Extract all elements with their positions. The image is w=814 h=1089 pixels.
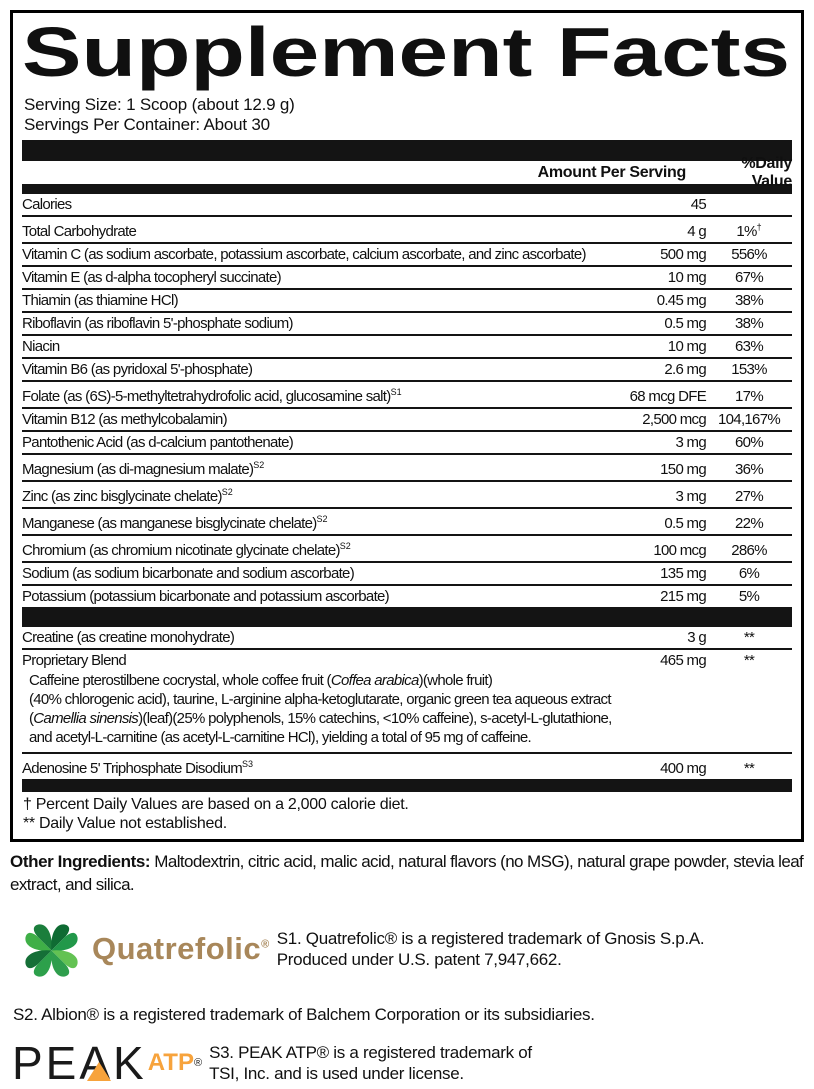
albion-note: S2. Albion® is a registered trademark of Balchem Corporation or its subsidiaries. <box>13 1005 595 1024</box>
amount-value: 2.6 mg <box>664 361 706 378</box>
footnote-line: ** Daily Value not established. <box>23 815 227 832</box>
table-row <box>22 453 792 480</box>
amount-value: 150 mg <box>660 461 706 478</box>
svg-text:Supplement Facts: Supplement Facts <box>22 19 790 91</box>
quatrefolic-note: S1. Quatrefolic® is a registered trademark of Gnosis S.p.A. Produced under U.S. patent 7,947,662. <box>276 929 705 969</box>
divider-bar <box>22 607 792 627</box>
table-row <box>22 288 792 311</box>
table-row <box>22 380 792 407</box>
daily-value: 38% <box>735 315 763 332</box>
daily-value: 556% <box>731 246 767 263</box>
nutrient-name: Folate (as (6S)-5-methyltetrahydrofolic acid, glucosamine salt)$^{S1}$ <box>22 387 402 405</box>
daily-value: ** <box>743 629 755 646</box>
table-row <box>22 534 792 561</box>
other-ingredients <box>10 850 806 896</box>
amount-value: 4 g <box>687 223 706 240</box>
nutrient-name: Pantothenic Acid (as d-calcium pantothenate) <box>22 434 294 451</box>
nutrient-name: Potassium (potassium bicarbonate and potassium ascorbate) <box>22 588 389 605</box>
daily-value: 1%† <box>736 222 762 240</box>
column-headers <box>22 154 792 190</box>
amount-value: 10 mg <box>667 338 706 355</box>
amount-value: 100 mcg <box>653 542 706 559</box>
table-row <box>22 215 792 242</box>
table-row <box>22 194 792 215</box>
table-row <box>22 311 792 334</box>
daily-value: 27% <box>735 488 763 505</box>
table-row <box>22 627 792 648</box>
nutrient-name: Adenosine 5' Triphosphate Disodium$^{S3}$ <box>22 759 254 777</box>
table-row <box>22 265 792 288</box>
nutrient-rows <box>22 194 792 607</box>
amount-value: 2,500 mcg <box>642 411 706 428</box>
other-ingredients-label: Other Ingredients: <box>10 852 151 871</box>
peak-wordmark: PEAK <box>12 1037 147 1089</box>
daily-value: 5% <box>738 588 760 605</box>
nutrient-name: Sodium (as sodium bicarbonate and sodium ascorbate) <box>22 565 354 582</box>
supplement-facts-panel <box>10 10 804 842</box>
nutrient-name: Total Carbohydrate <box>22 223 137 240</box>
daily-value: 286% <box>731 542 767 559</box>
other-ingredients-text: Maltodextrin, citric acid, malic acid, natural flavors (no MSG), natural grape powder, stevia leaf extract, and silica. <box>10 852 804 894</box>
nutrient-name: Vitamin B6 (as pyridoxal 5'-phosphate) <box>22 361 253 378</box>
nutrient-name: Vitamin C (as sodium ascorbate, potassium ascorbate, calcium ascorbate, and zinc ascorbate) <box>22 246 586 263</box>
peak-atp-trademark-block <box>12 1037 814 1089</box>
nutrient-name: Zinc (as zinc bisglycinate chelate)$^{S2}$ <box>22 487 233 505</box>
servings-per-container: Servings Per Container: About 30 <box>24 115 270 134</box>
nutrient-name: Riboflavin (as riboflavin 5'-phosphate sodium) <box>22 315 293 332</box>
table-row <box>22 357 792 380</box>
peak-atp-sub-wordmark: ATP <box>147 1049 194 1076</box>
proprietary-blend-description: Caffeine pterostilbene cocrystal, whole coffee fruit (Coffea arabica)(whole fruit) (40% chlorogenic acid), taurine, L-arginine alpha-ketoglutarate, organic green tea aqueous extract (Camellia sinensis)(leaf)(25% polyphenols, 15% catechins, <10% caffeine), s-acetyl-L-glutathione, and acetyl-L-carnitine (as acetyl-L-carnitine HCl), yielding a total of 95 mg of caffeine. <box>29 672 612 746</box>
table-row <box>22 584 792 607</box>
daily-value: 17% <box>735 388 763 405</box>
peak-note: S3. PEAK ATP® is a registered trademark of TSI, Inc. and is used under license. <box>209 1043 532 1083</box>
amount-value: 10 mg <box>667 269 706 286</box>
amount-per-serving-header: Amount Per Serving <box>537 163 686 181</box>
daily-value: 104,167% <box>718 411 780 428</box>
amount-value: 135 mg <box>660 565 706 582</box>
divider-bar <box>22 779 792 792</box>
amount-value: 3 mg <box>675 488 706 505</box>
table-row <box>22 334 792 357</box>
table-row <box>22 242 792 265</box>
amount-value: 3 g <box>687 629 706 646</box>
serving-size: Serving Size: 1 Scoop (about 12.9 g) <box>24 95 295 114</box>
nutrient-name: Creatine (as creatine monohydrate) <box>22 629 235 646</box>
nutrient-name: Thiamin (as thiamine HCl) <box>22 292 178 309</box>
amount-value: 0.45 mg <box>656 292 706 309</box>
registered-mark-icon: ® <box>261 938 270 951</box>
divider-bar <box>22 140 792 161</box>
supplement-rows <box>22 627 792 779</box>
daily-value-header: %Daily Value <box>741 154 792 190</box>
daily-value: 67% <box>735 269 763 286</box>
peak-triangle-icon <box>87 1062 111 1081</box>
nutrient-name: Chromium (as chromium nicotinate glycinate chelate)$^{S2}$ <box>22 541 351 559</box>
table-row <box>22 430 792 453</box>
daily-value: ** <box>743 652 755 669</box>
footnotes <box>22 792 792 839</box>
page-title <box>22 19 794 93</box>
daily-value: 153% <box>731 361 767 378</box>
table-row <box>22 507 792 534</box>
amount-value: 500 mg <box>660 246 706 263</box>
amount-value: 400 mg <box>660 760 706 777</box>
amount-value: 465 mg <box>660 652 706 669</box>
nutrient-name: Niacin <box>22 338 60 355</box>
nutrient-name: Calories <box>22 196 72 213</box>
nutrient-name: Vitamin B12 (as methylcobalamin) <box>22 411 227 428</box>
registered-mark-icon: ® <box>193 1057 203 1069</box>
nutrient-name: Vitamin E (as d-alpha tocopheryl succinate) <box>22 269 281 286</box>
daily-value: 63% <box>735 338 763 355</box>
daily-value: 36% <box>735 461 763 478</box>
daily-value: ** <box>743 760 755 777</box>
daily-value: 60% <box>735 434 763 451</box>
amount-value: 215 mg <box>660 588 706 605</box>
amount-value: 0.5 mg <box>664 515 706 532</box>
amount-value: 68 mcg DFE <box>629 388 706 405</box>
table-row <box>22 752 792 779</box>
daily-value: 22% <box>735 515 763 532</box>
serving-info <box>24 95 792 135</box>
amount-value: 3 mg <box>675 434 706 451</box>
daily-value: 6% <box>738 565 760 582</box>
footnote-line: † Percent Daily Values are based on a 2,000 calorie diet. <box>23 796 409 813</box>
nutrient-name: Magnesium (as di-magnesium malate)$^{S2}$ <box>22 460 265 478</box>
table-row <box>22 648 792 752</box>
quatrefolic-wordmark: Quatrefolic® <box>92 931 270 966</box>
divider-bar <box>22 184 792 194</box>
quatrefolic-trademark-block <box>12 913 814 985</box>
amount-value: 0.5 mg <box>664 315 706 332</box>
nutrient-name: Proprietary Blend <box>22 652 126 669</box>
amount-value: 45 <box>690 196 706 213</box>
nutrient-name: Manganese (as manganese bisglycinate chelate)$^{S2}$ <box>22 514 328 532</box>
table-row <box>22 561 792 584</box>
daily-value: 38% <box>735 292 763 309</box>
table-row <box>22 480 792 507</box>
clover-icon <box>12 913 88 985</box>
table-row <box>22 407 792 430</box>
